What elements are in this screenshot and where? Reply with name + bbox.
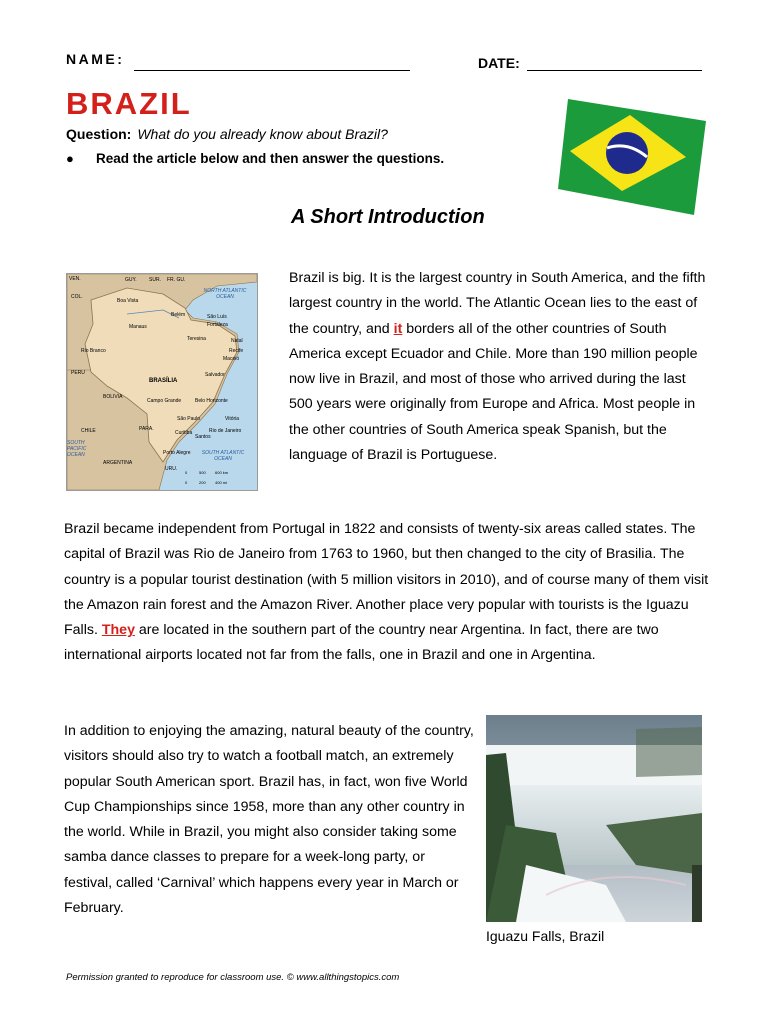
paragraph-text: are located in the southern part of the country near Argentina. In fact, there are two international airports located not far from the falls, one in Brazil and one in Argentina. xyxy=(64,622,659,664)
map-scale-label: 500 xyxy=(199,470,206,475)
map-scale-label: 0 xyxy=(185,480,188,485)
map-label: Natal xyxy=(231,338,243,344)
map-scale-label: 400 mi xyxy=(215,480,228,485)
highlighted-word-they: They xyxy=(101,622,135,639)
brazil-map xyxy=(66,273,258,491)
map-label: Rio de Janeiro xyxy=(209,428,242,434)
section-title: A Short Introduction xyxy=(291,206,485,228)
map-scale-label: 0 xyxy=(185,470,188,475)
instruction-text: Read the article below and then answer the questions. xyxy=(96,151,445,166)
paragraph-text: borders all of the other countries of South America except Ecuador and Chile. More than 190 million people now live in Brazil, and most of those who arrived during the last 500 years were originally from Europe and Africa. Most people in the other countries of South America speak Spanish, but the language of Brazil is Portuguese. xyxy=(289,320,698,464)
question xyxy=(66,126,388,142)
map-label: BRASÍLIA xyxy=(149,378,178,384)
map-label: Recife xyxy=(229,348,244,354)
article-paragraph-1 xyxy=(289,266,709,468)
map-label: Fortaleza xyxy=(207,322,228,328)
map-label: Porto Alegre xyxy=(163,450,191,456)
map-label: Santos xyxy=(195,434,211,440)
map-label: SOUTH PACIFIC OCEAN xyxy=(67,440,87,458)
map-label: SUR. xyxy=(149,277,161,283)
map-label: Boa Vista xyxy=(117,298,139,304)
map-label: Maceió xyxy=(223,356,240,362)
map-label: Campo Grande xyxy=(147,398,182,404)
map-label: PARA. xyxy=(139,426,154,432)
article-paragraph-3: In addition to enjoying the amazing, natural beauty of the country, visitors should also try to watch a football match, an extremely popular South American sport. Brazil has, in fact, won five World Cup Championships since 1958, more than any other country in the world. While in Brazil, you might also consider taking some samba dance classes to prepare for a week-long party, or festival, called ‘Carnival’ which happens every year in March or February. xyxy=(64,723,474,917)
brazil-flag-icon xyxy=(558,99,706,215)
map-label: COL. xyxy=(71,294,83,300)
map-label: NORTH ATLANTIC OCEAN xyxy=(203,288,247,300)
name-label: NAME: xyxy=(66,51,125,67)
footer-permission: Permission granted to reproduce for classroom use. © www.allthingstopics.com xyxy=(66,972,400,983)
map-label: FR. GU. xyxy=(167,277,186,283)
map-label: BOLIVIA xyxy=(103,394,123,400)
map-scale-label: 600 km xyxy=(215,470,229,475)
map-label: GUY. xyxy=(125,277,137,283)
map-label: VEN. xyxy=(69,276,81,282)
question-text: What do you already know about Brazil? xyxy=(137,126,388,142)
map-label: Salvador xyxy=(205,372,225,378)
iguazu-falls-photo xyxy=(486,715,702,922)
name-field-line[interactable] xyxy=(134,70,410,71)
article-paragraph-2 xyxy=(64,517,714,669)
paragraph-text: Brazil is big. It is the largest country in South America, and the fifth largest country in the world. The Atlantic Ocean lies to the east of the country, and xyxy=(289,270,706,337)
map-label: Teresina xyxy=(187,336,206,342)
paragraph-text: Brazil became independent from Portugal in 1822 and consists of twenty-six areas called states. The capital of Brazil was Rio de Janeiro from 1763 to 1960, but then changed to the city of Brasilia. The country is a popular tourist destination (with 5 million visitors in 2010), and of course many of them visit the Amazon rain forest and the Amazon River. Another place very popular with tourists is the Iguazu Falls. xyxy=(64,521,709,639)
map-label: Vitória xyxy=(225,416,240,422)
instruction xyxy=(66,151,444,166)
map-label: PERU xyxy=(71,370,85,376)
map-label: Rio Branco xyxy=(81,348,106,354)
map-label: Belém xyxy=(171,312,186,318)
map-label: São Luís xyxy=(207,314,227,320)
map-label: Belo Horizonte xyxy=(195,398,228,404)
map-label: CHILE xyxy=(81,428,96,434)
date-field-line[interactable] xyxy=(527,70,702,71)
map-label: URU. xyxy=(165,466,178,472)
highlighted-word-it: it xyxy=(393,320,403,337)
map-label: São Paulo xyxy=(177,416,201,422)
date-label: DATE: xyxy=(478,55,520,71)
map-label: Curitiba xyxy=(175,430,193,436)
page-title: BRAZIL xyxy=(66,86,192,121)
map-label: ARGENTINA xyxy=(103,460,133,466)
photo-caption: Iguazu Falls, Brazil xyxy=(486,928,605,944)
question-label: Question: xyxy=(66,126,132,142)
bullet-icon: ● xyxy=(66,151,74,166)
map-label: SOUTH ATLANTIC OCEAN xyxy=(201,450,245,462)
map-label: Manaus xyxy=(129,324,147,330)
map-scale-label: 200 xyxy=(199,480,206,485)
